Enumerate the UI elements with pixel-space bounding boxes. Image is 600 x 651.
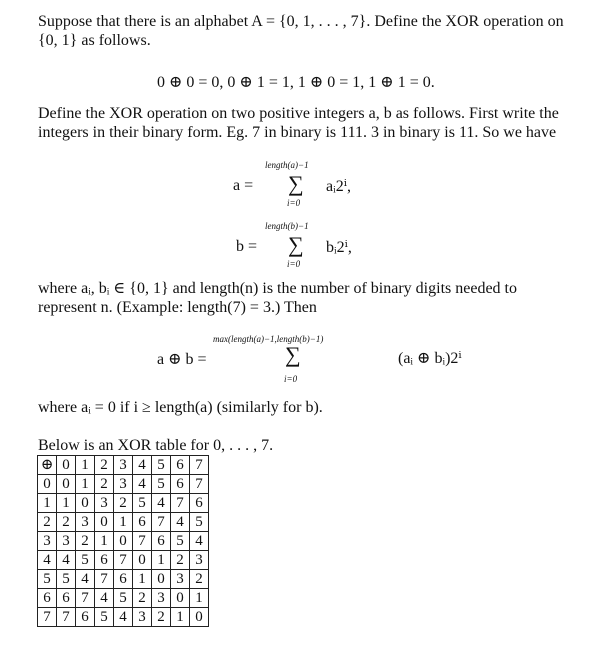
table-cell: 5 <box>190 513 209 532</box>
table-row <box>38 589 209 608</box>
table-row-header-cell: 6 <box>38 589 57 608</box>
table-cell: 1 <box>114 513 133 532</box>
formula-b-lower-limit: i=0 <box>287 259 301 269</box>
table-cell: 5 <box>76 551 95 570</box>
table-cell: 6 <box>76 608 95 627</box>
table-header-cell: 0 <box>57 456 76 475</box>
table-cell: 0 <box>57 475 76 494</box>
formula-b-upper-limit: length(b)−1 <box>265 221 309 231</box>
table-header-row <box>38 456 209 475</box>
table-cell: 5 <box>114 589 133 608</box>
table-row <box>38 475 209 494</box>
table-cell: 5 <box>57 570 76 589</box>
table-row-header-cell: 0 <box>38 475 57 494</box>
table-cell: 1 <box>57 494 76 513</box>
table-header-cell: ⊕ <box>38 456 57 475</box>
table-cell: 2 <box>190 570 209 589</box>
table-row <box>38 570 209 589</box>
table-row <box>38 532 209 551</box>
table-cell: 7 <box>152 513 171 532</box>
table-cell: 6 <box>95 551 114 570</box>
table-header-cell: 1 <box>76 456 95 475</box>
table-cell: 0 <box>133 551 152 570</box>
table-cell: 1 <box>95 532 114 551</box>
table-row <box>38 513 209 532</box>
table-header-cell: 2 <box>95 456 114 475</box>
table-cell: 2 <box>133 589 152 608</box>
table-row <box>38 608 209 627</box>
table-row <box>38 551 209 570</box>
formula-xor-summand: (aᵢ ⊕ bᵢ)2ⁱ <box>398 350 462 367</box>
table-cell: 7 <box>114 551 133 570</box>
table-cell: 4 <box>114 608 133 627</box>
formula-a-summand: aᵢ2ⁱ, <box>326 178 351 195</box>
table-header-cell: 7 <box>190 456 209 475</box>
table-cell: 0 <box>152 570 171 589</box>
integer-xor-paragraph: Define the XOR operation on two positive integers a, b as follows. First write the integers in their binary form. Eg. 7 in binary is 111. 3 in binary is 11. So we have <box>38 105 559 141</box>
table-row-header-cell: 5 <box>38 570 57 589</box>
table-cell: 6 <box>171 475 190 494</box>
table-cell: 7 <box>95 570 114 589</box>
table-cell: 2 <box>152 608 171 627</box>
table-cell: 3 <box>114 475 133 494</box>
formula-b-summand: bᵢ2ⁱ, <box>326 239 352 256</box>
table-row-header-cell: 1 <box>38 494 57 513</box>
formula-b-lhs: b = <box>236 238 258 255</box>
table-cell: 6 <box>114 570 133 589</box>
table-row-header-cell: 7 <box>38 608 57 627</box>
table-cell: 4 <box>76 570 95 589</box>
table-cell: 4 <box>57 551 76 570</box>
table-cell: 1 <box>133 570 152 589</box>
table-cell: 1 <box>171 608 190 627</box>
formula-xor-upper-limit: max(length(a)−1,length(b)−1) <box>213 334 324 344</box>
table-cell: 0 <box>171 589 190 608</box>
table-cell: 3 <box>171 570 190 589</box>
table-cell: 2 <box>171 551 190 570</box>
table-cell: 7 <box>76 589 95 608</box>
table-cell: 0 <box>95 513 114 532</box>
table-header-cell: 6 <box>171 456 190 475</box>
table-cell: 2 <box>114 494 133 513</box>
table-cell: 7 <box>133 532 152 551</box>
table-cell: 4 <box>133 475 152 494</box>
formula-a-sigma: ∑ <box>288 171 304 196</box>
table-cell: 1 <box>152 551 171 570</box>
table-cell: 7 <box>171 494 190 513</box>
length-definition-paragraph: where aᵢ, bᵢ ∈ {0, 1} and length(n) is the number of binary digits needed to represent n. (Example: length(7) = 3.) Then <box>38 280 517 316</box>
formula-b-sigma: ∑ <box>288 232 304 257</box>
formula-xor-lhs: a ⊕ b = <box>157 351 207 368</box>
table-cell: 6 <box>152 532 171 551</box>
table-cell: 6 <box>190 494 209 513</box>
table-row <box>38 494 209 513</box>
table-cell: 3 <box>57 532 76 551</box>
table-cell: 3 <box>152 589 171 608</box>
table-header-cell: 5 <box>152 456 171 475</box>
table-cell: 7 <box>57 608 76 627</box>
table-cell: 4 <box>190 532 209 551</box>
table-cell: 6 <box>57 589 76 608</box>
formula-a-lower-limit: i=0 <box>287 198 301 208</box>
formula-a-lhs: a = <box>233 177 254 194</box>
table-cell: 4 <box>95 589 114 608</box>
table-header-cell: 4 <box>133 456 152 475</box>
formula-a-upper-limit: length(a)−1 <box>265 160 309 170</box>
table-cell: 6 <box>133 513 152 532</box>
table-cell: 2 <box>95 475 114 494</box>
table-cell: 0 <box>114 532 133 551</box>
table-row-header-cell: 4 <box>38 551 57 570</box>
table-header-cell: 3 <box>114 456 133 475</box>
formula-xor-sigma: ∑ <box>285 342 301 367</box>
table-caption: Below is an XOR table for 0, . . . , 7. <box>38 437 274 454</box>
table-cell: 2 <box>76 532 95 551</box>
table-cell: 5 <box>171 532 190 551</box>
table-cell: 4 <box>171 513 190 532</box>
intro-paragraph: Suppose that there is an alphabet A = {0, 1, . . . , 7}. Define the XOR operation on {0, 1} as follows. <box>38 13 564 49</box>
table-cell: 7 <box>190 475 209 494</box>
table-row-header-cell: 2 <box>38 513 57 532</box>
xor-table <box>37 455 209 627</box>
table-cell: 0 <box>190 608 209 627</box>
table-cell: 3 <box>95 494 114 513</box>
table-cell: 2 <box>57 513 76 532</box>
table-row-header-cell: 3 <box>38 532 57 551</box>
table-cell: 1 <box>190 589 209 608</box>
table-cell: 5 <box>95 608 114 627</box>
xor-bit-definition: 0 ⊕ 0 = 0, 0 ⊕ 1 = 1, 1 ⊕ 0 = 1, 1 ⊕ 1 = 0. <box>157 74 435 91</box>
table-cell: 3 <box>133 608 152 627</box>
table-cell: 3 <box>76 513 95 532</box>
padding-note-paragraph: where aᵢ = 0 if i ≥ length(a) (similarly for b). <box>38 399 323 416</box>
formula-xor-lower-limit: i=0 <box>284 374 298 384</box>
table-cell: 4 <box>152 494 171 513</box>
table-cell: 5 <box>133 494 152 513</box>
table-cell: 3 <box>190 551 209 570</box>
table-cell: 5 <box>152 475 171 494</box>
table-cell: 0 <box>76 494 95 513</box>
table-cell: 1 <box>76 475 95 494</box>
